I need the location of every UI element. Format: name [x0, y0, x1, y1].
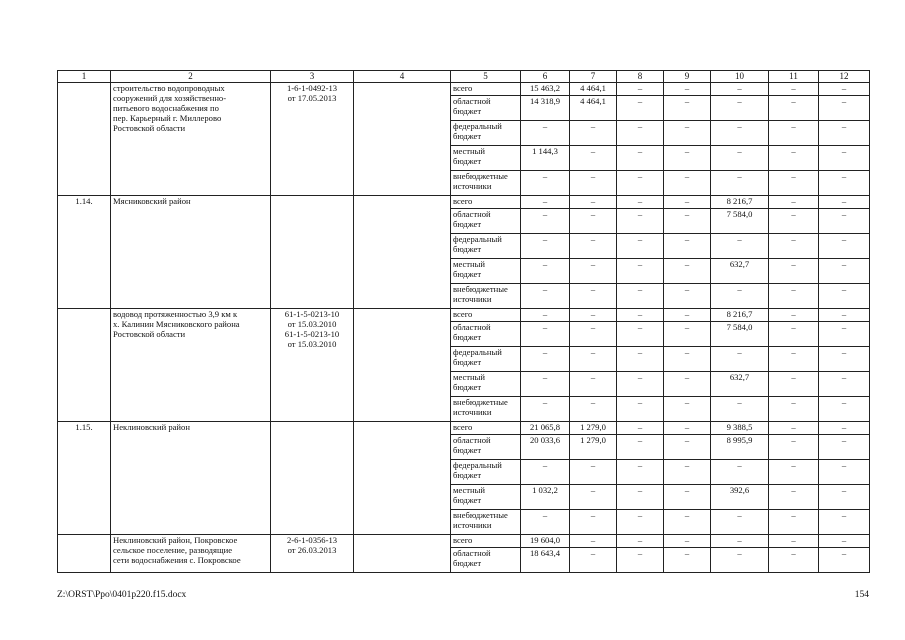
amount-cell: – — [769, 309, 819, 322]
amount-cell: – — [664, 548, 711, 573]
amount-cell: – — [769, 322, 819, 347]
amount-cell: – — [617, 347, 664, 372]
amount-cell: – — [664, 397, 711, 422]
amount-cell: – — [570, 460, 617, 485]
col4-cell — [354, 422, 451, 535]
amount-cell: – — [769, 209, 819, 234]
amount-cell: 1 279,0 — [570, 435, 617, 460]
amount-cell: – — [711, 460, 769, 485]
funding-source — [451, 234, 521, 259]
amount-cell: – — [711, 146, 769, 171]
document-ref — [271, 83, 354, 196]
item-number-text: 1.14. — [75, 196, 93, 206]
amount-cell: – — [521, 510, 570, 535]
amount-cell: 1 032,2 — [521, 485, 570, 510]
amount-cell: – — [819, 209, 870, 234]
amount-cell: – — [769, 121, 819, 146]
amount-cell: – — [617, 196, 664, 209]
amount-cell: – — [769, 196, 819, 209]
object-name — [111, 535, 271, 573]
amount-cell: – — [570, 121, 617, 146]
amount-cell: – — [769, 510, 819, 535]
amount-cell: – — [570, 234, 617, 259]
amount-cell: – — [819, 196, 870, 209]
amount-cell: – — [664, 372, 711, 397]
amount-cell: – — [617, 83, 664, 96]
amount-cell: – — [521, 259, 570, 284]
col-number: 4 — [354, 71, 451, 83]
table-row — [58, 309, 870, 322]
amount-cell: – — [819, 422, 870, 435]
amount-cell: – — [521, 284, 570, 309]
funding-source-label: областной бюджет — [453, 209, 491, 229]
table-row — [58, 535, 870, 548]
amount-cell: – — [819, 96, 870, 121]
col-number: 7 — [570, 71, 617, 83]
amount-cell: 18 643,4 — [521, 548, 570, 573]
amount-cell: – — [769, 234, 819, 259]
amount-cell: – — [819, 548, 870, 573]
object-name — [111, 83, 271, 196]
funding-source — [451, 347, 521, 372]
amount-cell: – — [521, 121, 570, 146]
funding-source-label: местный бюджет — [453, 372, 486, 392]
funding-source — [451, 146, 521, 171]
amount-cell: 4 464,1 — [570, 83, 617, 96]
amount-cell: – — [769, 485, 819, 510]
amount-cell: – — [570, 259, 617, 284]
amount-cell: – — [819, 372, 870, 397]
amount-cell: – — [570, 347, 617, 372]
amount-cell: – — [617, 121, 664, 146]
amount-cell: – — [819, 259, 870, 284]
funding-source-label: всего — [453, 422, 473, 432]
amount-cell: – — [617, 284, 664, 309]
amount-cell: – — [617, 372, 664, 397]
amount-cell: – — [819, 83, 870, 96]
amount-cell: – — [819, 397, 870, 422]
amount-cell: – — [819, 284, 870, 309]
amount-cell: – — [819, 535, 870, 548]
item-number — [58, 309, 111, 422]
funding-source — [451, 510, 521, 535]
item-number — [58, 196, 111, 309]
amount-cell: – — [521, 347, 570, 372]
amount-cell: – — [664, 309, 711, 322]
amount-cell: – — [617, 397, 664, 422]
funding-source-label: всего — [453, 196, 473, 206]
funding-source — [451, 435, 521, 460]
funding-source — [451, 284, 521, 309]
object-name — [111, 309, 271, 422]
amount-cell: – — [570, 397, 617, 422]
funding-source — [451, 372, 521, 397]
amount-cell: 392,6 — [711, 485, 769, 510]
amount-cell: – — [570, 196, 617, 209]
amount-cell: – — [570, 510, 617, 535]
funding-source-label: местный бюджет — [453, 146, 486, 166]
funding-source-label: областной бюджет — [453, 548, 491, 568]
table-row — [58, 83, 870, 96]
amount-cell: – — [664, 96, 711, 121]
amount-cell: – — [711, 234, 769, 259]
amount-cell: – — [617, 322, 664, 347]
funding-source — [451, 171, 521, 196]
amount-cell: – — [617, 460, 664, 485]
amount-cell: – — [769, 435, 819, 460]
funding-source — [451, 397, 521, 422]
amount-cell: – — [769, 422, 819, 435]
amount-cell: – — [664, 460, 711, 485]
amount-cell: – — [570, 535, 617, 548]
funding-source-label: всего — [453, 535, 473, 545]
funding-source-label: федеральный бюджет — [453, 347, 502, 367]
funding-source — [451, 96, 521, 121]
col4-cell — [354, 196, 451, 309]
document-ref — [271, 422, 354, 535]
amount-cell: – — [769, 146, 819, 171]
amount-cell: – — [819, 309, 870, 322]
funding-source — [451, 121, 521, 146]
funding-source — [451, 485, 521, 510]
amount-cell: – — [617, 146, 664, 171]
amount-cell: – — [711, 397, 769, 422]
col-number: 8 — [617, 71, 664, 83]
amount-cell: – — [711, 510, 769, 535]
amount-cell: – — [570, 309, 617, 322]
amount-cell: – — [711, 121, 769, 146]
amount-cell: – — [711, 548, 769, 573]
col4-cell — [354, 83, 451, 196]
amount-cell: – — [769, 535, 819, 548]
funding-source-label: областной бюджет — [453, 322, 491, 342]
funding-source — [451, 322, 521, 347]
amount-cell: – — [617, 422, 664, 435]
amount-cell: – — [570, 284, 617, 309]
object-name-text: Мясниковский район — [113, 196, 191, 206]
document-ref — [271, 309, 354, 422]
amount-cell: – — [819, 460, 870, 485]
amount-cell: – — [617, 309, 664, 322]
amount-cell: – — [570, 171, 617, 196]
amount-cell: – — [711, 171, 769, 196]
amount-cell: – — [521, 372, 570, 397]
amount-cell: – — [617, 96, 664, 121]
col-number: 1 — [58, 71, 111, 83]
amount-cell: – — [769, 372, 819, 397]
amount-cell: – — [711, 284, 769, 309]
amount-cell: 632,7 — [711, 259, 769, 284]
amount-cell: – — [664, 422, 711, 435]
col-number: 3 — [271, 71, 354, 83]
amount-cell: – — [570, 485, 617, 510]
amount-cell: – — [617, 259, 664, 284]
col-number: 6 — [521, 71, 570, 83]
amount-cell: – — [617, 485, 664, 510]
col4-cell — [354, 309, 451, 422]
funding-source-label: всего — [453, 83, 473, 93]
amount-cell: – — [521, 460, 570, 485]
amount-cell: – — [617, 209, 664, 234]
amount-cell: – — [711, 535, 769, 548]
object-name-text: водовод протяженностью 3,9 км к х. Калинин Мясниковского района Ростовской области — [113, 309, 240, 339]
funding-source — [451, 259, 521, 284]
object-name-text: Неклиновский район — [113, 422, 190, 432]
document-ref — [271, 535, 354, 573]
amount-cell: – — [664, 234, 711, 259]
amount-cell: – — [570, 146, 617, 171]
document-ref-text: 1-6-1-0492-13 от 17.05.2013 — [286, 83, 338, 103]
funding-source-label: внебюджетные источники — [453, 510, 508, 530]
amount-cell: 8 995,9 — [711, 435, 769, 460]
funding-source-label: федеральный бюджет — [453, 460, 502, 480]
amount-cell: 8 216,7 — [711, 196, 769, 209]
amount-cell: – — [769, 83, 819, 96]
table-row — [58, 196, 870, 209]
amount-cell: – — [769, 259, 819, 284]
funding-source-label: внебюджетные источники — [453, 284, 508, 304]
budget-table — [57, 70, 870, 573]
item-number — [58, 535, 111, 573]
amount-cell: – — [570, 372, 617, 397]
amount-cell: – — [617, 510, 664, 535]
amount-cell: – — [711, 347, 769, 372]
amount-cell: – — [521, 397, 570, 422]
amount-cell: – — [769, 347, 819, 372]
amount-cell: 7 584,0 — [711, 209, 769, 234]
funding-source — [451, 422, 521, 435]
amount-cell: – — [521, 322, 570, 347]
amount-cell: – — [819, 322, 870, 347]
col-number: 5 — [451, 71, 521, 83]
amount-cell: 9 388,5 — [711, 422, 769, 435]
amount-cell: – — [711, 96, 769, 121]
document-ref-text: 2-6-1-0356-13 от 26.03.2013 — [286, 535, 338, 555]
amount-cell: – — [521, 234, 570, 259]
amount-cell: 4 464,1 — [570, 96, 617, 121]
amount-cell: – — [617, 435, 664, 460]
funding-source-label: областной бюджет — [453, 435, 491, 455]
table-row — [58, 422, 870, 435]
amount-cell: – — [819, 435, 870, 460]
amount-cell: – — [617, 171, 664, 196]
funding-source — [451, 83, 521, 96]
funding-source — [451, 209, 521, 234]
column-number-row — [58, 71, 870, 83]
col-number: 11 — [769, 71, 819, 83]
funding-source-label: федеральный бюджет — [453, 234, 502, 254]
document-ref-text: 61-1-5-0213-10 от 15.03.2010 61-1-5-0213-10 от 15.03.2010 — [284, 309, 340, 349]
funding-source — [451, 309, 521, 322]
amount-cell: – — [769, 397, 819, 422]
amount-cell: – — [819, 485, 870, 510]
amount-cell: – — [664, 435, 711, 460]
amount-cell: – — [769, 171, 819, 196]
amount-cell: – — [617, 548, 664, 573]
amount-cell: 7 584,0 — [711, 322, 769, 347]
funding-source — [451, 196, 521, 209]
funding-source-label: внебюджетные источники — [453, 397, 508, 417]
amount-cell: 14 318,9 — [521, 96, 570, 121]
object-name-text: строительство водопроводных сооружений для хозяйственно- питьевого водоснабжения по пер. Карьерный г. Миллерово Ростовской области — [113, 83, 227, 133]
object-name — [111, 422, 271, 535]
amount-cell: – — [664, 196, 711, 209]
funding-source-label: областной бюджет — [453, 96, 491, 116]
object-name — [111, 196, 271, 309]
item-number — [58, 422, 111, 535]
amount-cell: – — [664, 535, 711, 548]
col4-cell — [354, 535, 451, 573]
amount-cell: – — [664, 347, 711, 372]
page-number: 154 — [854, 590, 869, 600]
amount-cell: – — [521, 171, 570, 196]
amount-cell: – — [664, 510, 711, 535]
funding-source-label: местный бюджет — [453, 259, 486, 279]
col-number: 10 — [711, 71, 769, 83]
funding-source-label: местный бюджет — [453, 485, 486, 505]
col-number: 2 — [111, 71, 271, 83]
amount-cell: – — [769, 284, 819, 309]
funding-source — [451, 548, 521, 573]
file-path-footer: Z:\ORST\Ppo\0401p220.f15.docx — [57, 590, 187, 600]
col-number: 9 — [664, 71, 711, 83]
amount-cell: 19 604,0 — [521, 535, 570, 548]
funding-source — [451, 460, 521, 485]
amount-cell: 1 279,0 — [570, 422, 617, 435]
amount-cell: – — [664, 259, 711, 284]
amount-cell: 8 216,7 — [711, 309, 769, 322]
amount-cell: – — [664, 121, 711, 146]
amount-cell: – — [711, 83, 769, 96]
amount-cell: – — [521, 209, 570, 234]
amount-cell: – — [570, 548, 617, 573]
amount-cell: 1 144,3 — [521, 146, 570, 171]
amount-cell: – — [664, 146, 711, 171]
amount-cell: – — [819, 510, 870, 535]
amount-cell: – — [664, 83, 711, 96]
funding-source-label: федеральный бюджет — [453, 121, 502, 141]
amount-cell: – — [570, 209, 617, 234]
amount-cell: – — [617, 234, 664, 259]
amount-cell: – — [819, 146, 870, 171]
amount-cell: – — [664, 322, 711, 347]
amount-cell: – — [769, 96, 819, 121]
document-ref — [271, 196, 354, 309]
amount-cell: – — [570, 322, 617, 347]
amount-cell: – — [664, 209, 711, 234]
funding-source — [451, 535, 521, 548]
item-number — [58, 83, 111, 196]
amount-cell: – — [769, 460, 819, 485]
amount-cell: – — [521, 196, 570, 209]
item-number-text: 1.15. — [75, 422, 93, 432]
amount-cell: 632,7 — [711, 372, 769, 397]
amount-cell: – — [664, 485, 711, 510]
amount-cell: – — [819, 171, 870, 196]
amount-cell: – — [819, 347, 870, 372]
amount-cell: 20 033,6 — [521, 435, 570, 460]
amount-cell: – — [617, 535, 664, 548]
amount-cell: – — [664, 171, 711, 196]
amount-cell: – — [664, 284, 711, 309]
funding-source-label: внебюджетные источники — [453, 171, 508, 191]
amount-cell: 21 065,8 — [521, 422, 570, 435]
funding-source-label: всего — [453, 309, 473, 319]
amount-cell: – — [769, 548, 819, 573]
col-number: 12 — [819, 71, 870, 83]
object-name-text: Неклиновский район, Покровское сельское поселение, разводящие сети водоснабжения с. Покровское — [113, 535, 241, 565]
amount-cell: – — [819, 121, 870, 146]
amount-cell: – — [521, 309, 570, 322]
amount-cell: – — [819, 234, 870, 259]
amount-cell: 15 463,2 — [521, 83, 570, 96]
